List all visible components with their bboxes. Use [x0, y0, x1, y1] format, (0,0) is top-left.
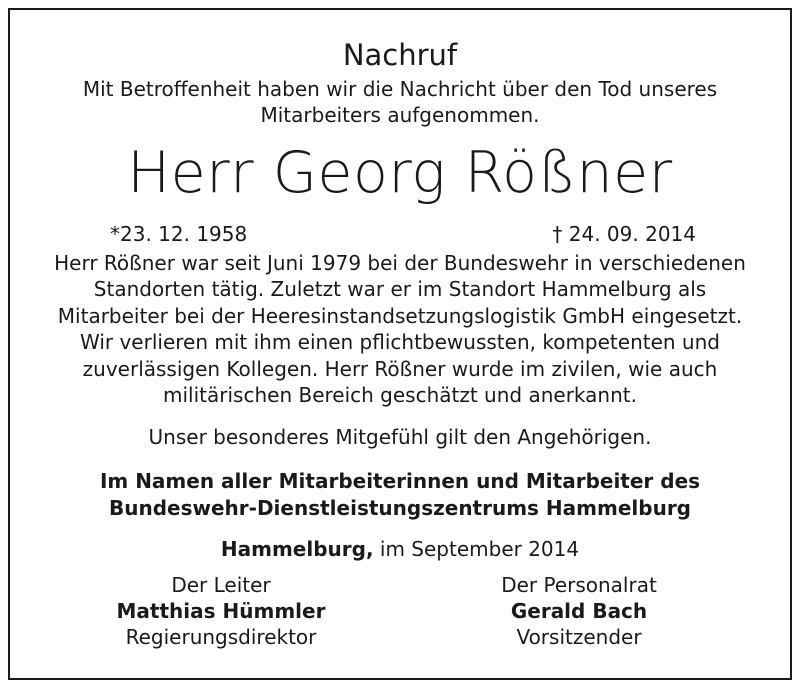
- birth-date: *23. 12. 1958: [110, 222, 248, 246]
- signatory-left: [71, 572, 371, 650]
- obituary-notice: [8, 8, 792, 680]
- signatory-title: Vorsitzender: [516, 625, 642, 649]
- date-text: im September 2014: [379, 537, 580, 561]
- body-line: Mitarbeiter bei der Heeresinstandsetzungslogistik GmbH eingesetzt.: [57, 303, 743, 328]
- body-line: zuverlässigen Kollegen. Herr Rößner wurde im zivilen, wie auch: [82, 356, 718, 381]
- place-date: [10, 536, 790, 562]
- notice-heading: Nachruf: [342, 38, 458, 72]
- body-text: [10, 250, 790, 408]
- body-line: Herr Rößner war seit Juni 1979 bei der Bundeswehr in verschiedenen: [54, 251, 746, 275]
- intro-text: [10, 76, 790, 128]
- signatory-right: [429, 572, 729, 650]
- intro-line: Mit Betroffenheit haben wir die Nachricht über den Tod unseres: [82, 77, 718, 101]
- signatory-role: Der Personalrat: [501, 573, 657, 597]
- signatory-role: Der Leiter: [171, 573, 271, 597]
- life-dates: [10, 222, 790, 250]
- on-behalf-line: Bundeswehr-Dienstleistungszentrums Hammelburg: [109, 495, 691, 520]
- body-line: Wir verlieren mit ihm einen pflichtbewussten, kompetenten und: [80, 330, 720, 355]
- signatory-title: Regierungsdirektor: [125, 625, 317, 649]
- signatory-name: Matthias Hümmler: [116, 599, 326, 623]
- sympathy-text: Unser besonderes Mitgefühl gilt den Angehörigen.: [148, 425, 652, 449]
- signatory-name: Gerald Bach: [510, 599, 648, 623]
- on-behalf-line: Im Namen aller Mitarbeiterinnen und Mitarbeiter des: [99, 469, 701, 493]
- body-line: Standorten tätig. Zuletzt war er im Standort Hammelburg als: [93, 277, 707, 302]
- place: Hammelburg,: [220, 537, 374, 561]
- body-line: militärischen Bereich geschätzt und anerkannt.: [163, 383, 637, 408]
- on-behalf-text: [10, 468, 790, 521]
- intro-line: Mitarbeiters aufgenommen.: [260, 103, 540, 127]
- deceased-name: Herr Georg Rößner: [127, 140, 673, 206]
- death-date: † 24. 09. 2014: [552, 222, 696, 246]
